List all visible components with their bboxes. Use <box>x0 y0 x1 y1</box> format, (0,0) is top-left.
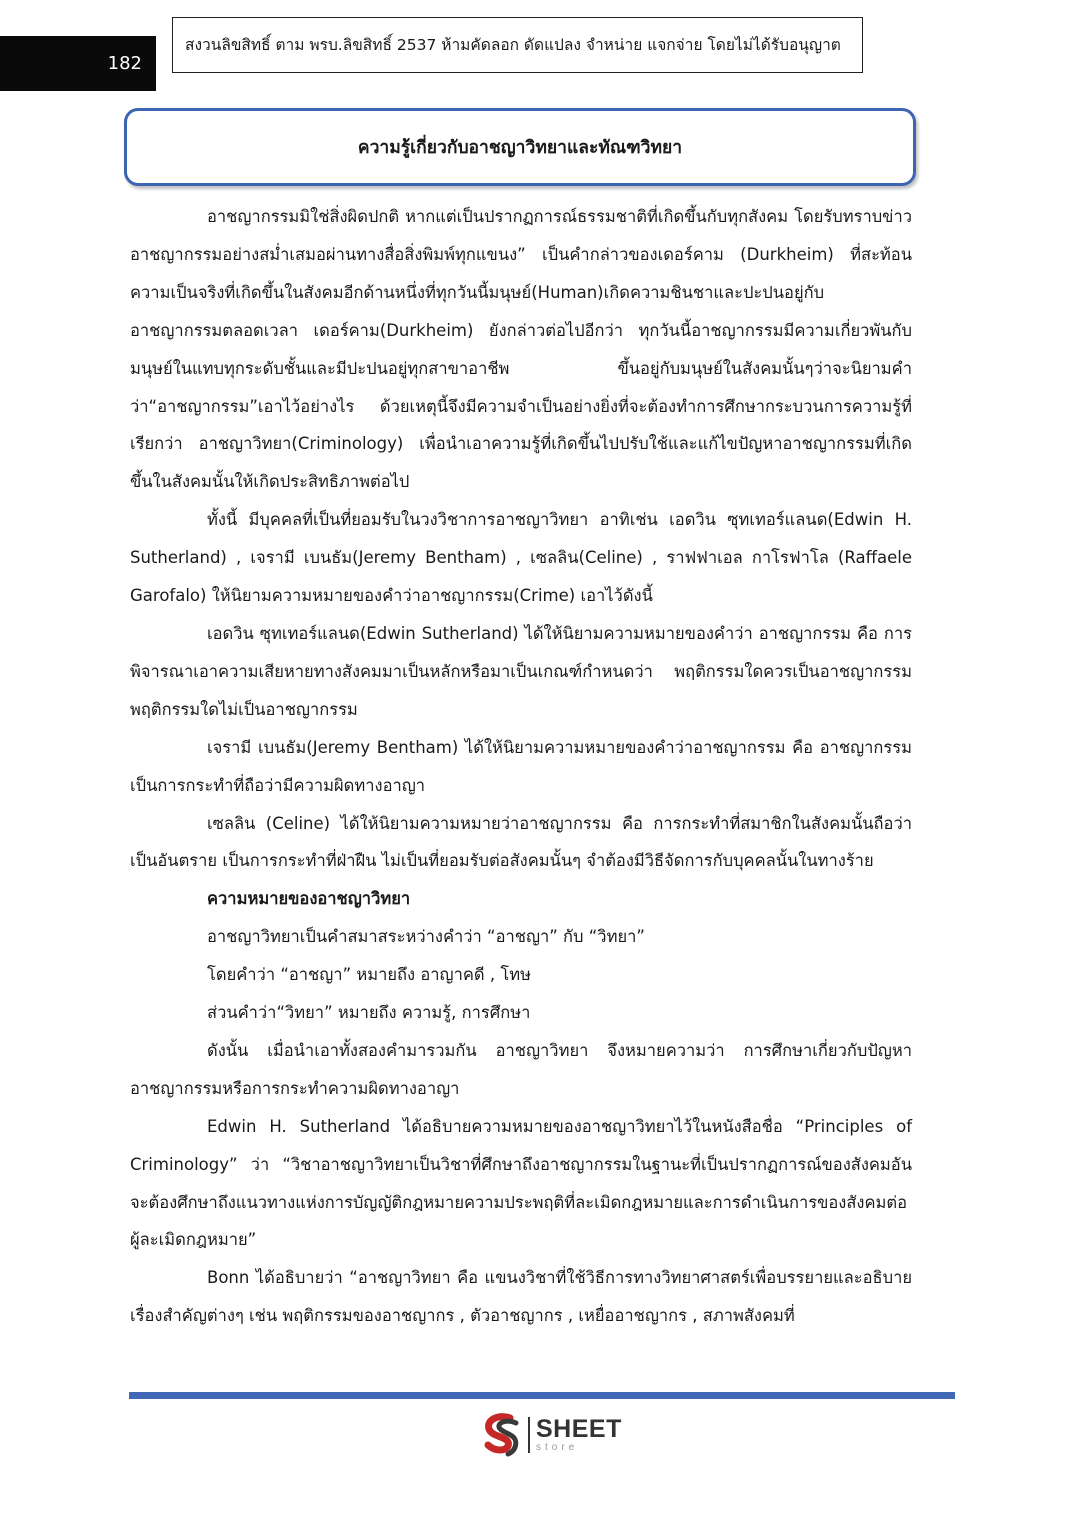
meaning-line: ส่วนคำว่า“วิทยา” หมายถึง ความรู้, การศึกษา <box>207 1003 531 1023</box>
paragraph: อาชญากรรมมิใช่สิ่งผิดปกติ หากแต่เป็นปรากฏการณ์ธรรมชาติที่เกิดขึ้นกับทุกสังคม โดยรับทราบข่าวอาชญากรรมอย่างสม่ำเสมอผ่านทางสื่อสิ่งพิมพ์ทุกแขนง” เป็นคำกล่าวของเดอร์คาม (Durkheim) ที่สะท้อนความเป็นจริงที่เกิดขึ้นในสังคมอีกด้านหนึ่งที่ทุกวันนี้มนุษย์(Human)เกิดความชินชาและปะปนอยู่กับอาชญากรรมตลอดเวลา เดอร์คาม(Durkheim) ยังกล่าวต่อไปอีกว่า ทุกวันนี้อาชญากรรมมีความเกี่ยวพันกับมนุษย์ในแทบทุกระดับชั้นและมีปะปนอยู่ทุกสาขาอาชีพ ขึ้นอยู่กับมนุษย์ในสังคมนั้นๆว่าจะนิยามคำว่า“อาชญากรรม”เอาไว้อย่างไร ด้วยเหตุนี้จึงมีความจำเป็นอย่างยิ่งที่จะต้องทำการศึกษากระบวนการความรู้ที่เรียกว่า อาชญาวิทยา(Criminology) เพื่อนำเอาความรู้ที่เกิดขึ้นไปปรับใช้และแก้ไขปัญหาอาชญากรรมที่เกิดขึ้นในสังคมนั้นให้เกิดประสิทธิภาพต่อไป <box>130 207 912 492</box>
paragraph: Edwin H. Sutherland ได้อธิบายความหมายของอาชญาวิทยาไว้ในหนังสือชื่อ “Principles of Criminology” ว่า “วิชาอาชญาวิทยาเป็นวิชาที่ศึกษาถึงอาชญากรรมในฐานะที่เป็นปรากฏการณ์ของสังคมอันจะต้องศึกษาถึงแนวทางแห่งการบัญญัติกฎหมายความประพฤติที่ละเมิดกฎหมายและการดำเนินการของสังคมต่อผู้ละเมิดกฎหมาย” <box>130 1116 912 1250</box>
body-text <box>130 198 912 1335</box>
section-heading: ความหมายของอาชญาวิทยา <box>207 889 411 909</box>
logo-divider <box>528 1417 530 1453</box>
meaning-line: อาชญาวิทยาเป็นคำสมาสระหว่างคำว่า “อาชญา” กับ “วิทยา” <box>207 927 645 947</box>
meaning-line: โดยคำว่า “อาชญา” หมายถึง อาญาคดี , โทษ <box>207 965 531 985</box>
paragraph: ทั้งนี้ มีบุคคลที่เป็นที่ยอมรับในวงวิชาการอาชญาวิทยา อาทิเช่น เอดวิน ซุทเทอร์แลนด(Edwin H. Sutherland) , เจรามี เบนธัม(Jeremy Bentham) , เซลลิน(Celine) , ราฟฟาเอล กาโรฟาโล (Raffaele Garofalo) ให้นิยามความหมายของคำว่าอาชญากรรม(Crime) เอาไว้ดังนี้ <box>130 510 912 606</box>
chapter-title-box <box>124 108 916 186</box>
copyright-notice: สงวนลิขสิทธิ์ ตาม พรบ.ลิขสิทธิ์ 2537 ห้ามคัดลอก ดัดแปลง จำหน่าย แจกจ่าย โดยไม่ได้รับอนุญาต <box>172 17 863 73</box>
logo-wordmark <box>536 1417 622 1453</box>
paragraph: ดังนั้น เมื่อนำเอาทั้งสองคำมารวมกัน อาชญาวิทยา จึงหมายความว่า การศึกษาเกี่ยวกับปัญหาอาชญากรรมหรือการกระทำความผิดทางอาญา <box>130 1040 912 1098</box>
paragraph: เอดวิน ซุทเทอร์แลนด(Edwin Sutherland) ได้ให้นิยามความหมายของคำว่า อาชญากรรม คือ การพิจารณาเอาความเสียหายทางสังคมมาเป็นหลักหรือมาเป็นเกณฑ์กำหนดว่า พฤติกรรมใดควรเป็นอาชญากรรม พฤติกรรมใดไม่เป็นอาชญากรรม <box>130 623 912 719</box>
logo-text: SHEET <box>536 1415 622 1443</box>
sheet-logo-icon <box>480 1412 524 1458</box>
sheet-store-logo <box>480 1410 622 1460</box>
footer-rule <box>129 1392 955 1399</box>
paragraph: เจรามี เบนธัม(Jeremy Bentham) ได้ให้นิยามความหมายของคำว่าอาชญากรรม คือ อาชญากรรมเป็นการกระทำที่ถือว่ามีความผิดทางอาญา <box>130 737 912 795</box>
chapter-title: ความรู้เกี่ยวกับอาชญาวิทยาและทัณฑวิทยา <box>357 138 683 158</box>
paragraph: เซลลิน (Celine) ได้ให้นิยามความหมายว่าอาชญากรรม คือ การกระทำที่สมาชิกในสังคมนั้นถือว่าเป็นอันตราย เป็นการกระทำที่ฝ่าฝืน ไม่เป็นที่ยอมรับต่อสังคมนั้นๆ จำต้องมีวิธีจัดการกับบุคคลนั้นในทางร้าย <box>130 813 912 871</box>
paragraph: Bonn ได้อธิบายว่า “อาชญาวิทยา คือ แขนงวิชาที่ใช้วิธีการทางวิทยาศาสตร์เพื่อบรรยายและอธิบายเรื่องสำคัญต่างๆ เช่น พฤติกรรมของอาชญากร , ตัวอาชญากร , เหยื่ออาชญากร , สภาพสังคมที่ <box>130 1268 912 1326</box>
page-number: 182 <box>0 36 156 91</box>
logo-subtext: store <box>536 1442 579 1453</box>
